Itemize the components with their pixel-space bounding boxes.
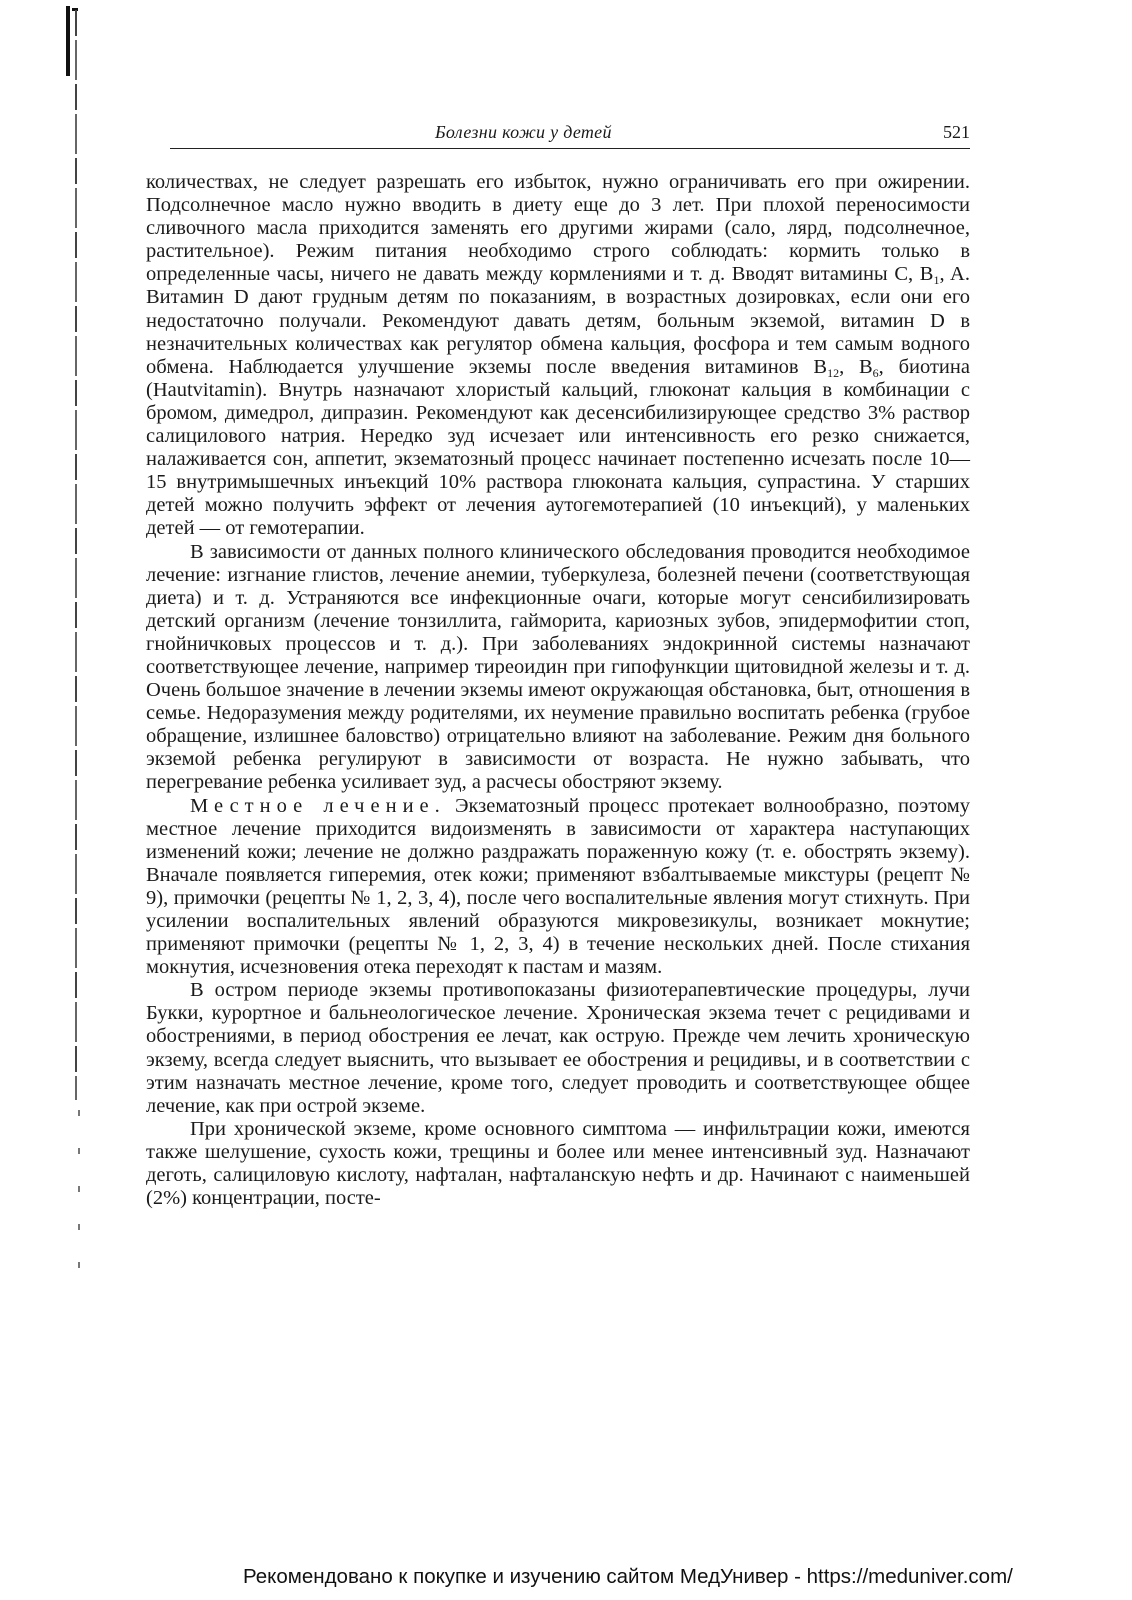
header-rule [170,148,970,149]
paragraph-1 [146,171,970,541]
page-number: 521 [943,122,970,142]
running-title: Болезни кожи у детей [435,122,612,142]
paragraph-1-part-a: количествах, не следует разрешать его избыток, нужно ограничивать его при ожирении. Подсолнечное масло нужно вводить в диету еще до 3 лет. При плохой переносимости сливочного масла приходится заменять его другими жирами (сало, лярд, подсолнечное, растительное). Режим питания необходимо строго соблюдать: кормить только в определенные часы, ничего не давать между кормлениями и т. д. Вводят витамины C, B [146,171,970,286]
subscript-b1: 1 [933,273,940,288]
paragraph-5: При хронической экземе, кроме основного симптома — инфильтрации кожи, имеются также шелушение, сухость кожи, трещины и более или менее интенсивный зуд. Назначают деготь, салициловую кислоту, нафталан, нафталанскую нефть и др. Начинают с наименьшей (2%) концентрации, посте- [146,1117,970,1210]
binding-rule [75,10,77,1100]
paragraph-1-part-c: , B [839,355,873,378]
running-head [170,122,970,146]
page-body [146,171,970,1210]
subscript-b12: 12 [827,365,840,380]
paragraph-1-part-b: , A. Витамин D дают грудным детям по показаниям, в возрастных дозировках, если они его недостаточно получали. Рекомендуют давать детям, больным экземой, витамин D в незначительных количествах как регулятор обмена кальция, фосфора и тем самым водного обмена. Наблюдается улучшение экземы после введения витаминов B [146,263,970,378]
footer-watermark-note: Рекомендовано к покупке и изучению сайтом МедУнивер - https://meduniver.com/ [243,1565,1013,1588]
paragraph-2: В зависимости от данных полного клинического обследования проводится необходимое лечение: изгнание глистов, лечение анемии, туберкулеза, болезней печени (соответствующая диета) и т. д. Устраняются все инфекционные очаги, которые могут сенсибилизировать детский организм (лечение тонзиллита, гайморита, кариозных зубов, эпидермофитии стоп, гнойничковых процессов и т. д.). При заболеваниях эндокринной системы назначают соответствующее лечение, например тиреоидин при гипофункции щитовидной железы и т. д. Очень большое значение в лечении экземы имеют окружающая обстановка, быт, отношения в семье. Недоразумения между родителями, их неумение правильно воспитать ребенка (грубое обращение, излишнее баловство) отрицательно влияют на заболевание. Режим дня больного экземой ребенка регулируют в зависимости от возраста. Не нужно забывать, что перегревание ребенка усиливает зуд, а расчесы обостряют экзему. [146,540,970,794]
subscript-b6: 6 [872,365,879,380]
paragraph-4: В остром периоде экземы противопоказаны физиотерапевтические процедуры, лучи Букки, курортное и бальнеологическое лечение. Хроническая экзема течет с рецидивами и обострениями, в период обострения ее лечат, как острую. Прежде чем лечить хроническую экзему, всегда следует выяснить, что вызывает ее обострения и рецидивы, и в соответствии с этим назначать местное лечение, кроме того, следует проводить и соответствующее общее лечение, как при острой экземе. [146,979,970,1117]
paragraph-3-text: Экзематозный процесс протекает волнообразно, поэтому местное лечение приходится видоизменять в зависимости от характера наступающих изменений кожи; лечение не должно раздражать пораженную кожу (т. е. обострять экзему). Вначале появляется гиперемия, отек кожи; применяют взбалтываемые микстуры (рецепт № 9), примочки (рецепты № 1, 2, 3, 4), после чего воспалительные явления могут стихнуть. При усилении воспалительных явлений образуются микровезикулы, возникает мокнутие; применяют примочки (рецепты № 1, 2, 3, 4) в течение нескольких дней. После стихания мокнутия, исчезновения отека переходят к пастам и мазям. [146,794,970,979]
paragraph-1-part-d: , биотина (Hautvitamin). Внутрь назначают хлористый кальций, глюконат кальция в комбинации с бромом, димедрол, дипразин. Рекомендуют как десенсибилизирующее средство 3% раствор салицилового натрия. Нередко зуд исчезает или интенсивность его резко снижается, налаживается сон, аппетит, экзематозный процесс начинает постепенно исчезать после 10—15 внутримышечных инъекций 10% раствора глюконата кальция, супрастина. У старших детей можно получить эффект от лечения аутогемотерапией (10 инъекций), у маленьких детей — от гемотерапии. [146,355,970,540]
paragraph-3 [146,795,970,980]
binding-edge [66,6,70,76]
binding-dots [78,1110,80,1270]
section-heading-local-treatment: Местное лечение. [190,794,446,817]
